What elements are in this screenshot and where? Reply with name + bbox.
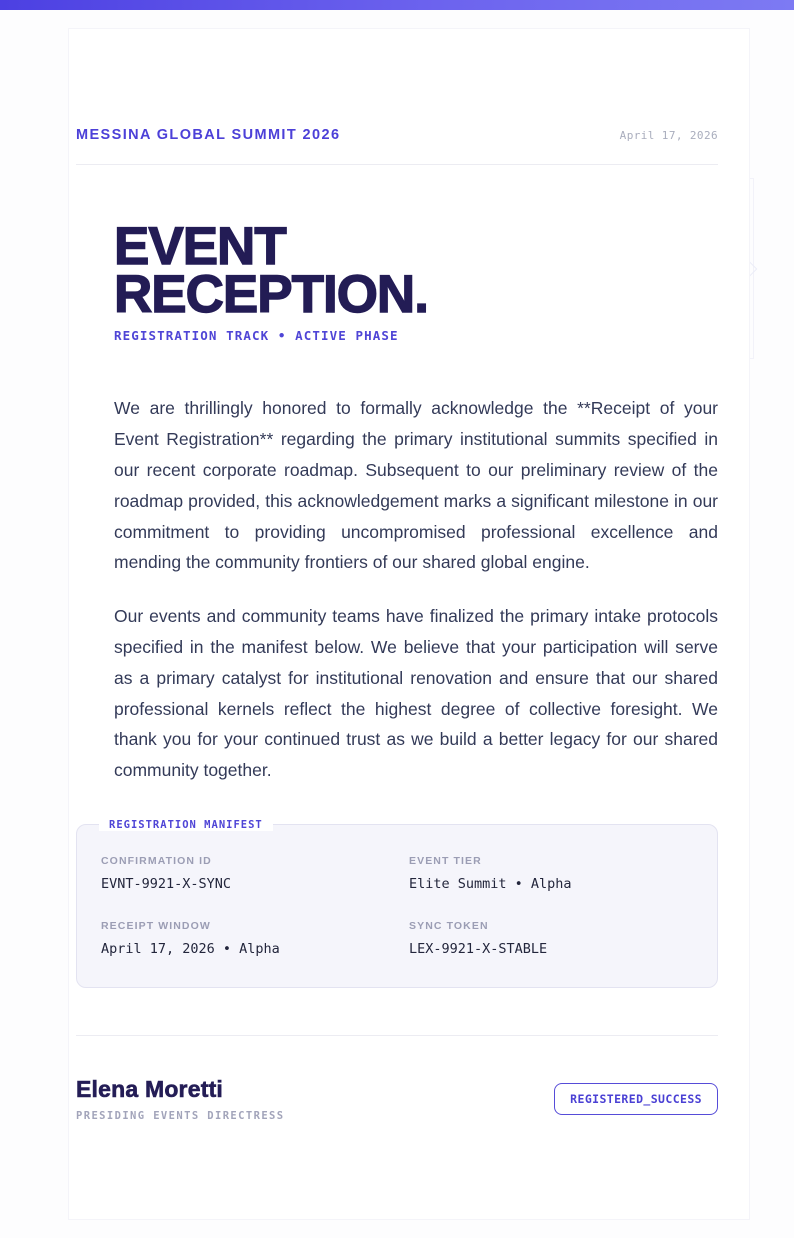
page-title-line1: EVENT [114,217,286,276]
letter-paragraph-2: Our events and community teams have finalized the primary intake protocols specified in the manifest below. We believe that your participation will serve as a primary catalyst for institutional renovation and ensure that our shared professional kernels reflect the highest degree of collective foresight. We thank you for your continued trust as we build a better legacy for our shared community together. [114,606,718,781]
registration-manifest-panel [76,818,718,988]
document-sheet [0,127,794,1122]
document-date: April 17, 2026 [619,129,718,142]
field-value: EVNT-9921-X-SYNC [101,875,232,892]
field-value: April 17, 2026 • Alpha [101,940,280,957]
page-title [114,217,718,324]
manifest-field-confirmation-id [101,855,385,892]
page-subtitle: REGISTRATION TRACK • ACTIVE PHASE [114,328,399,344]
brand-title: MESSINA GLOBAL SUMMIT 2026 [76,127,341,143]
page-title-line2: RECEPTION. [114,264,428,324]
signatory-role: PRESIDING EVENTS DIRECTRESS [76,1109,285,1122]
top-accent-bar [0,0,794,10]
field-label: RECEIPT WINDOW [101,919,211,932]
header-divider [76,164,718,165]
manifest-grid [101,855,693,957]
manifest-field-sync-token [409,920,693,957]
field-label: EVENT TIER [409,854,482,867]
field-value: LEX-9921-X-STABLE [409,940,548,957]
signature-block [76,1076,284,1122]
manifest-field-receipt-window [101,920,385,957]
letter-paragraph-1: We are thrillingly honored to formally acknowledge the **Receipt of your Event Registration** regarding the primary institutional summits specified in our recent corporate roadmap. Subsequent to our preliminary review of the roadmap provided, this acknowledgement marks a significant milestone in our commitment to providing uncompromised professional excellence and mending the community frontiers of our shared global engine. [114,398,718,573]
footer-divider [76,1035,718,1036]
document-header [76,127,718,143]
manifest-field-event-tier [409,855,693,892]
hero-block [114,217,718,344]
signatory-name: Elena Moretti [76,1075,224,1102]
field-label: CONFIRMATION ID [101,854,212,867]
manifest-legend: REGISTRATION MANIFEST [99,819,273,831]
signature-row [76,1076,718,1122]
field-value: Elite Summit • Alpha [409,875,572,892]
letter-body [114,393,718,786]
field-label: SYNC TOKEN [409,919,489,932]
registration-status-button[interactable]: REGISTERED_SUCCESS [554,1083,718,1115]
